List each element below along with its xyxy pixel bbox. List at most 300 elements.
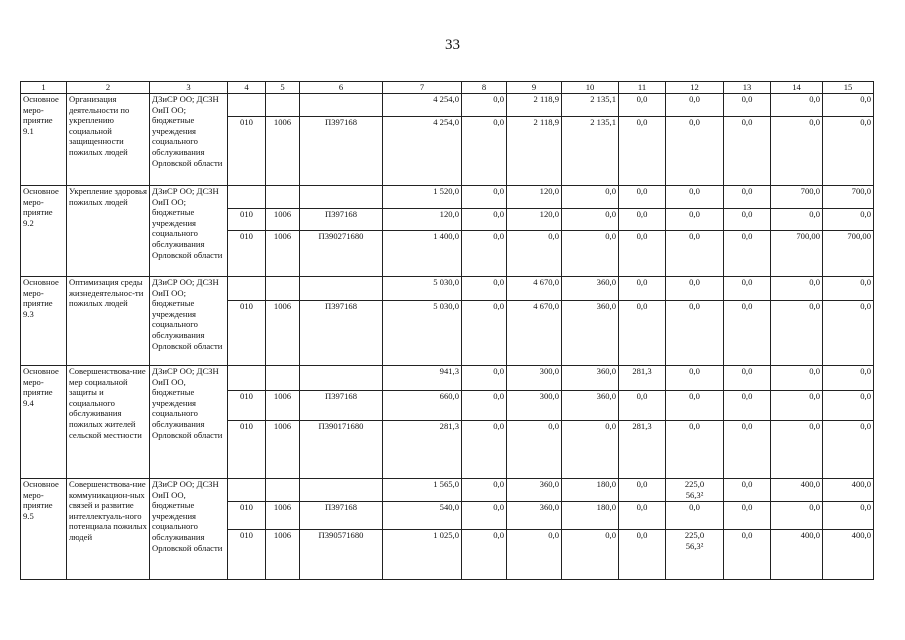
- value-text: 010: [240, 209, 253, 219]
- value-cell: [383, 301, 462, 366]
- value-text: 0,0: [860, 94, 871, 104]
- value-cell: [228, 391, 266, 421]
- value-text: 0,0: [493, 209, 504, 219]
- value-cell: [300, 209, 383, 231]
- value-text: 0,0: [493, 366, 504, 376]
- value-text: 941,3: [439, 366, 459, 376]
- value-text: 0,0: [493, 530, 504, 540]
- budget-table: [20, 81, 874, 580]
- value-cell: [771, 530, 823, 580]
- value-text: 0,0: [741, 209, 753, 219]
- value-cell: [462, 209, 507, 231]
- value-text: 0,0: [689, 94, 700, 104]
- value-cell: [666, 186, 724, 209]
- value-cell: [619, 502, 666, 530]
- value-text: 0,0: [493, 301, 504, 311]
- value-text: 010: [240, 502, 253, 512]
- value-cell: [823, 186, 874, 209]
- value-cell: [507, 186, 562, 209]
- value-cell: [666, 301, 724, 366]
- value-cell: [462, 530, 507, 580]
- value-text: П390271680: [318, 231, 364, 241]
- value-text: 700,0: [851, 186, 871, 196]
- column-header: 14: [771, 82, 823, 94]
- value-text: 540,0: [439, 502, 459, 512]
- value-cell: [462, 301, 507, 366]
- value-text: 660,0: [439, 391, 459, 401]
- value-text: 1 520,0: [433, 186, 459, 196]
- value-text: 0,0: [493, 502, 504, 512]
- value-cell: [383, 209, 462, 231]
- column-header: 4: [228, 82, 266, 94]
- value-cell: [228, 209, 266, 231]
- value-text: 0,0: [809, 117, 820, 127]
- value-cell: [724, 391, 771, 421]
- value-cell: [724, 530, 771, 580]
- value-cell: [462, 502, 507, 530]
- value-text: 4 254,0: [433, 117, 459, 127]
- measure-description-cell: Организация деятельности по укреплению социальной защищенности пожилых людей: [67, 94, 150, 186]
- column-header: 6: [300, 82, 383, 94]
- value-cell: [228, 479, 266, 502]
- value-cell: [266, 421, 300, 479]
- footnote-value: 56,3²: [685, 540, 704, 551]
- value-text: 1 025,0: [433, 530, 459, 540]
- value-text: 0,0: [741, 479, 753, 489]
- value-cell: [619, 366, 666, 391]
- value-cell: [507, 231, 562, 277]
- value-cell: [300, 186, 383, 209]
- column-header: 1: [21, 82, 67, 94]
- value-cell: [462, 94, 507, 117]
- value-cell: [724, 117, 771, 186]
- value-text: 0,0: [548, 231, 559, 241]
- value-text: 010: [240, 301, 253, 311]
- value-text: 0,0: [493, 117, 504, 127]
- value-cell: [462, 277, 507, 301]
- value-text: 1 400,0: [433, 231, 459, 241]
- value-text: 0,0: [741, 421, 753, 431]
- value-cell: [462, 479, 507, 502]
- value-text: П390171680: [318, 421, 364, 431]
- value-cell: [300, 277, 383, 301]
- column-header: 13: [724, 82, 771, 94]
- measure-description-cell: Оптимизация среды жизнедеятельнос-ти пожилых людей: [67, 277, 150, 366]
- value-text: 0,0: [809, 421, 820, 431]
- value-cell: [724, 209, 771, 231]
- value-cell: [228, 301, 266, 366]
- value-cell: [300, 530, 383, 580]
- value-cell: [266, 366, 300, 391]
- value-cell: [771, 209, 823, 231]
- value-text: 0,0: [741, 530, 753, 540]
- value-cell: [666, 502, 724, 530]
- value-text: 0,0: [689, 117, 700, 127]
- value-cell: [383, 366, 462, 391]
- value-cell: [562, 94, 619, 117]
- column-header: 11: [619, 82, 666, 94]
- value-cell: [771, 366, 823, 391]
- value-text: 1 565,0: [433, 479, 459, 489]
- executor-cell: ДЗиСР ОО; ДСЗН ОиП ОО; бюджетные учреждения социального обслуживания Орловской области: [150, 277, 228, 366]
- value-cell: [507, 421, 562, 479]
- value-text: 1006: [273, 231, 292, 241]
- value-cell: [462, 391, 507, 421]
- value-text: 0,0: [809, 94, 820, 104]
- measure-description-cell: Совершенствова-ние коммуникацион-ных связей и развитие интеллектуаль-ного потенциала пожилых людей: [67, 479, 150, 580]
- value-cell: [266, 502, 300, 530]
- value-text: 700,0: [800, 186, 820, 196]
- value-cell: [383, 186, 462, 209]
- value-text: 0,0: [605, 209, 616, 219]
- value-cell: [300, 94, 383, 117]
- column-header: 8: [462, 82, 507, 94]
- value-cell: [300, 117, 383, 186]
- value-cell: [228, 117, 266, 186]
- value-text: 0,0: [860, 117, 871, 127]
- value-cell: [619, 479, 666, 502]
- column-header: 9: [507, 82, 562, 94]
- value-text: 5 030,0: [433, 277, 459, 287]
- value-cell: [823, 94, 874, 117]
- value-text: 1006: [273, 301, 292, 311]
- value-cell: [771, 502, 823, 530]
- value-text: 0,0: [636, 231, 648, 241]
- value-cell: [228, 231, 266, 277]
- value-cell: [619, 231, 666, 277]
- value-cell: [823, 231, 874, 277]
- value-text: 0,0: [741, 277, 753, 287]
- value-cell: [228, 277, 266, 301]
- value-text: 225,0: [684, 530, 705, 540]
- measure-name-cell: Основное меро-приятие 9.4: [21, 366, 67, 479]
- value-cell: [383, 479, 462, 502]
- value-text: 0,0: [741, 301, 753, 311]
- value-cell: [823, 301, 874, 366]
- value-cell: [666, 117, 724, 186]
- value-text: 0,0: [860, 209, 871, 219]
- value-cell: [228, 366, 266, 391]
- value-cell: [771, 479, 823, 502]
- value-text: 0,0: [809, 391, 820, 401]
- value-text: 0,0: [809, 209, 820, 219]
- value-text: 4 670,0: [533, 277, 559, 287]
- table-row: [21, 366, 874, 391]
- value-text: 1006: [273, 117, 292, 127]
- value-text: П390571680: [318, 530, 364, 540]
- value-text: 0,0: [493, 421, 504, 431]
- value-cell: [724, 186, 771, 209]
- value-cell: [562, 186, 619, 209]
- footnote-value: 56,3²: [685, 489, 704, 500]
- value-cell: [562, 421, 619, 479]
- value-text: П397168: [325, 301, 357, 311]
- value-text: П397168: [325, 209, 357, 219]
- value-cell: [462, 421, 507, 479]
- value-cell: [562, 391, 619, 421]
- value-text: 010: [240, 530, 253, 540]
- value-cell: [619, 209, 666, 231]
- value-text: 400,0: [851, 530, 871, 540]
- value-text: 010: [240, 231, 253, 241]
- value-text: 0,0: [493, 479, 504, 489]
- value-text: 0,0: [809, 301, 820, 311]
- executor-cell: ДЗиСР ОО; ДСЗН ОиП ОО; бюджетные учреждения социального обслуживания Орловской области: [150, 186, 228, 277]
- value-cell: [619, 94, 666, 117]
- column-header: 3: [150, 82, 228, 94]
- value-cell: [383, 231, 462, 277]
- value-cell: [666, 277, 724, 301]
- value-text: 0,0: [741, 186, 753, 196]
- value-cell: [300, 421, 383, 479]
- value-text: 0,0: [605, 421, 616, 431]
- measure-name-cell: Основное меро-приятие 9.2: [21, 186, 67, 277]
- value-cell: [619, 277, 666, 301]
- value-text: 0,0: [636, 209, 648, 219]
- value-cell: [300, 391, 383, 421]
- value-cell: [724, 94, 771, 117]
- value-text: 0,0: [636, 117, 648, 127]
- value-text: 0,0: [636, 94, 648, 104]
- value-text: 0,0: [860, 277, 871, 287]
- value-cell: [300, 502, 383, 530]
- value-cell: [507, 301, 562, 366]
- table-row: [21, 479, 874, 502]
- value-text: П397168: [325, 391, 357, 401]
- value-text: 0,0: [636, 301, 648, 311]
- value-cell: [666, 231, 724, 277]
- value-cell: [724, 301, 771, 366]
- value-text: 0,0: [741, 391, 753, 401]
- value-text: 5 030,0: [433, 301, 459, 311]
- value-text: 0,0: [548, 421, 559, 431]
- measure-description-cell: Совершенствова-ние мер социальной защиты и социального обслуживания пожилых жителей сельской местности: [67, 366, 150, 479]
- measure-name-cell: Основное меро-приятие 9.3: [21, 277, 67, 366]
- value-cell: [383, 117, 462, 186]
- value-text: 0,0: [493, 186, 504, 196]
- value-cell: [266, 301, 300, 366]
- value-cell: [507, 277, 562, 301]
- value-cell: [383, 94, 462, 117]
- value-cell: [507, 117, 562, 186]
- value-cell: [266, 186, 300, 209]
- value-text: 360,0: [596, 391, 616, 401]
- value-cell: [771, 391, 823, 421]
- value-text: 0,0: [689, 366, 700, 376]
- table-row: [21, 94, 874, 117]
- value-cell: [562, 117, 619, 186]
- value-text: 0,0: [493, 391, 504, 401]
- value-cell: [507, 391, 562, 421]
- value-text: 0,0: [741, 366, 753, 376]
- value-cell: [562, 479, 619, 502]
- value-cell: [823, 366, 874, 391]
- column-header: 2: [67, 82, 150, 94]
- value-text: 0,0: [493, 94, 504, 104]
- value-cell: [228, 186, 266, 209]
- column-header: 5: [266, 82, 300, 94]
- value-text: 2 135,1: [590, 117, 616, 127]
- value-text: 0,0: [860, 366, 871, 376]
- value-cell: [383, 421, 462, 479]
- value-cell: [724, 479, 771, 502]
- value-text: 0,0: [636, 502, 648, 512]
- value-cell: [266, 277, 300, 301]
- value-cell: [507, 209, 562, 231]
- value-text: 225,0: [684, 479, 705, 489]
- value-cell: [507, 366, 562, 391]
- table-body: [21, 82, 874, 580]
- value-cell: [666, 94, 724, 117]
- value-text: 2 135,1: [590, 94, 616, 104]
- value-cell: [266, 94, 300, 117]
- value-cell: [462, 186, 507, 209]
- column-header: 12: [666, 82, 724, 94]
- value-text: 360,0: [539, 479, 559, 489]
- value-cell: [771, 301, 823, 366]
- value-text: 0,0: [809, 366, 820, 376]
- value-cell: [619, 530, 666, 580]
- value-text: 0,0: [689, 231, 700, 241]
- value-cell: [383, 277, 462, 301]
- value-cell: [228, 94, 266, 117]
- value-cell: [266, 479, 300, 502]
- value-text: 0,0: [493, 277, 504, 287]
- value-cell: [771, 421, 823, 479]
- value-text: 0,0: [689, 502, 700, 512]
- value-cell: [619, 301, 666, 366]
- value-cell: [300, 301, 383, 366]
- value-cell: [462, 366, 507, 391]
- value-text: 0,0: [809, 502, 820, 512]
- value-text: 0,0: [689, 421, 700, 431]
- value-cell: [300, 479, 383, 502]
- value-cell: [666, 209, 724, 231]
- value-text: 0,0: [636, 186, 648, 196]
- value-text: 0,0: [689, 277, 700, 287]
- value-cell: [562, 301, 619, 366]
- value-cell: [462, 117, 507, 186]
- value-cell: [666, 366, 724, 391]
- value-text: 0,0: [636, 530, 648, 540]
- value-text: 1006: [273, 391, 292, 401]
- value-cell: [666, 391, 724, 421]
- value-text: 400,0: [800, 479, 820, 489]
- table-row: [21, 277, 874, 301]
- value-cell: [823, 530, 874, 580]
- header-row: [21, 82, 874, 94]
- value-text: 1006: [273, 530, 292, 540]
- value-cell: [228, 502, 266, 530]
- value-cell: [507, 479, 562, 502]
- value-cell: [562, 209, 619, 231]
- value-text: 0,0: [636, 391, 648, 401]
- value-cell: [724, 366, 771, 391]
- value-text: 0,0: [809, 277, 820, 287]
- value-text: 281,3: [632, 366, 652, 376]
- value-text: 4 254,0: [433, 94, 459, 104]
- value-cell: [823, 391, 874, 421]
- value-text: 0,0: [689, 301, 700, 311]
- value-cell: [619, 186, 666, 209]
- value-cell: [823, 421, 874, 479]
- value-cell: [823, 209, 874, 231]
- value-text: 700,00: [796, 231, 820, 241]
- value-cell: [771, 94, 823, 117]
- value-text: 1006: [273, 209, 292, 219]
- value-cell: [266, 117, 300, 186]
- value-text: 300,0: [539, 391, 559, 401]
- value-text: 0,0: [605, 186, 616, 196]
- value-text: 010: [240, 117, 253, 127]
- value-text: 0,0: [741, 94, 753, 104]
- value-cell: [228, 421, 266, 479]
- value-text: 0,0: [605, 231, 616, 241]
- value-text: 180,0: [596, 479, 616, 489]
- value-text: 0,0: [860, 301, 871, 311]
- value-text: 0,0: [548, 530, 559, 540]
- value-text: 281,3: [632, 421, 652, 431]
- value-cell: [507, 502, 562, 530]
- value-text: 360,0: [596, 301, 616, 311]
- value-text: 120,0: [539, 186, 559, 196]
- value-cell: [724, 421, 771, 479]
- value-cell: [666, 530, 724, 580]
- value-text: 0,0: [689, 209, 700, 219]
- value-cell: [562, 502, 619, 530]
- value-text: 700,00: [847, 231, 871, 241]
- value-text: 2 118,9: [533, 94, 559, 104]
- value-cell: [771, 186, 823, 209]
- value-text: П397168: [325, 117, 357, 127]
- executor-cell: ДЗиСР ОО; ДСЗН ОиП ОО, бюджетные учреждения социального обслуживания Орловской области: [150, 479, 228, 580]
- value-cell: [266, 530, 300, 580]
- value-cell: [507, 94, 562, 117]
- value-text: 0,0: [605, 530, 616, 540]
- executor-cell: ДЗиСР ОО; ДСЗН ОиП ОО; бюджетные учреждения социального обслуживания Орловской области: [150, 94, 228, 186]
- value-cell: [300, 366, 383, 391]
- value-text: 0,0: [860, 391, 871, 401]
- value-cell: [228, 530, 266, 580]
- value-text: 0,0: [741, 117, 753, 127]
- value-text: 180,0: [596, 502, 616, 512]
- value-text: 400,0: [800, 530, 820, 540]
- value-cell: [383, 530, 462, 580]
- page-number: 33: [445, 37, 460, 53]
- value-cell: [619, 117, 666, 186]
- measure-name-cell: Основное меро-приятие 9.1: [21, 94, 67, 186]
- value-cell: [724, 231, 771, 277]
- value-cell: [771, 277, 823, 301]
- column-header: 10: [562, 82, 619, 94]
- value-cell: [823, 117, 874, 186]
- value-cell: [266, 391, 300, 421]
- value-cell: [619, 421, 666, 479]
- value-text: 4 670,0: [533, 301, 559, 311]
- value-text: 360,0: [596, 277, 616, 287]
- value-text: 1006: [273, 502, 292, 512]
- value-cell: [619, 391, 666, 421]
- value-cell: [823, 502, 874, 530]
- value-text: 300,0: [539, 366, 559, 376]
- value-cell: [266, 209, 300, 231]
- value-text: 0,0: [741, 502, 753, 512]
- table-row: [21, 186, 874, 209]
- measure-description-cell: Укрепление здоровья пожилых людей: [67, 186, 150, 277]
- value-text: 0,0: [689, 391, 700, 401]
- value-cell: [771, 117, 823, 186]
- value-cell: [383, 391, 462, 421]
